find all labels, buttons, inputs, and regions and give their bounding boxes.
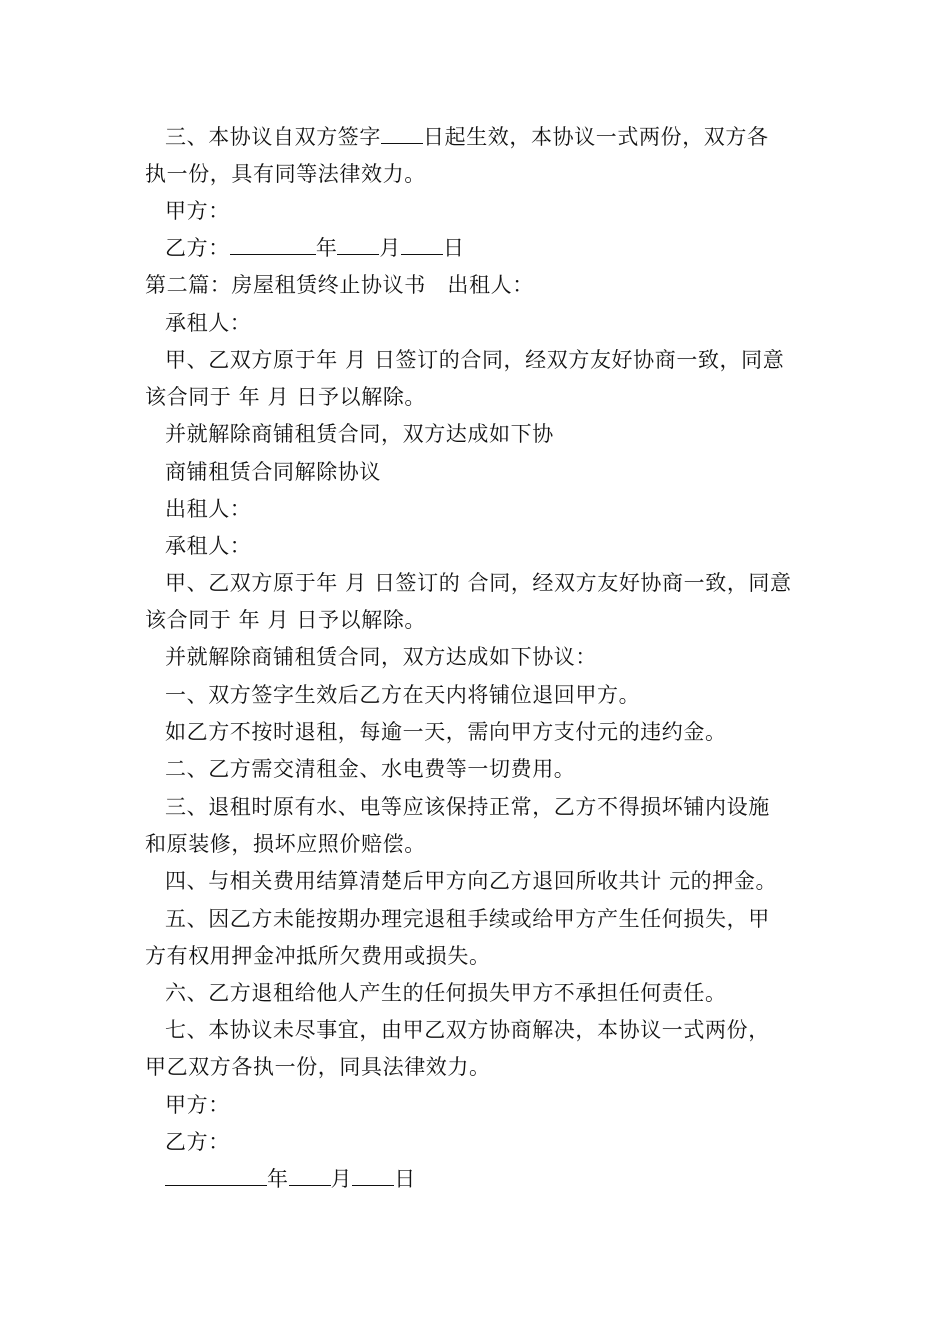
day-blank (401, 236, 443, 255)
tenant-label: 承租人： (165, 311, 252, 335)
party-b-label: 乙方： (165, 236, 230, 260)
paragraph-line: 甲、乙双方原于年 月 日签订的 合同，经双方友好协商一致，同意 (165, 571, 792, 595)
clause-1-detail: 如乙方不按时退租，每逾一天，需向甲方支付元的违约金。 (165, 720, 727, 744)
party-a-label: 甲方： (165, 1093, 230, 1117)
blank-underline (381, 125, 423, 144)
clause-3-line-1 (165, 124, 769, 150)
paragraph-line: 并就解除商铺租赁合同，双方达成如下协 (165, 422, 554, 446)
lessor-label: 出租人： (165, 497, 252, 521)
paragraph-line: 甲、乙双方原于年 月 日签订的合同，经双方友好协商一致，同意 (165, 348, 785, 372)
clause-7: 七、本协议未尽事宜，由甲乙双方协商解决，本协议一式两份， (165, 1018, 770, 1042)
clause-5-cont: 方有权用押金冲抵所欠费用或损失。 (145, 944, 491, 968)
party-b-date-line (165, 235, 465, 261)
clause-5: 五、因乙方未能按期办理完退租手续或给甲方产生任何损失，甲 (165, 907, 770, 931)
clause-2: 二、乙方需交清租金、水电费等一切费用。 (165, 757, 576, 781)
agreement-title: 商铺租赁合同解除协议 (165, 460, 381, 484)
day-label: 日 (394, 1167, 416, 1191)
clause-6: 六、乙方退租给他人产生的任何损失甲方不承担任何责任。 (165, 981, 727, 1005)
paragraph-line: 并就解除商铺租赁合同，双方达成如下协议： (165, 645, 597, 669)
day-blank (352, 1167, 394, 1186)
day-label: 日 (443, 236, 465, 260)
clause-3: 三、退租时原有水、电等应该保持正常，乙方不得损坏铺内设施 (165, 795, 770, 819)
clause-3-line-2: 执一份，具有同等法律效力。 (145, 162, 426, 186)
year-blank (165, 1167, 267, 1186)
paragraph-line: 该合同于 年 月 日予以解除。 (145, 608, 427, 632)
month-label: 月 (379, 236, 402, 260)
clause-3-cont: 和原装修，损坏应照价赔偿。 (145, 832, 426, 856)
paragraph-line: 该合同于 年 月 日予以解除。 (145, 385, 427, 409)
clause-4: 四、与相关费用结算清楚后甲方向乙方退回所收共计 元的押金。 (165, 869, 778, 893)
month-blank (289, 1167, 331, 1186)
clause-1: 一、双方签字生效后乙方在天内将铺位退回甲方。 (165, 683, 641, 707)
tenant-label: 承租人： (165, 534, 252, 558)
month-blank (337, 236, 379, 255)
year-blank (230, 236, 316, 255)
clause-7-cont: 甲乙双方各执一份，同具法律效力。 (145, 1055, 491, 1079)
party-a-label: 甲方： (165, 199, 230, 223)
clause-3-text-a: 三、本协议自双方签字 (165, 125, 381, 149)
year-label: 年 (267, 1167, 289, 1191)
year-label: 年 (315, 236, 338, 260)
clause-3-text-b: 日起生效，本协议一式两份，双方各 (423, 125, 769, 149)
party-b-label: 乙方： (165, 1130, 230, 1154)
section-2-heading: 第二篇：房屋租赁终止协议书 出租人： (145, 273, 534, 297)
month-label: 月 (330, 1167, 353, 1191)
date-line (165, 1166, 416, 1192)
